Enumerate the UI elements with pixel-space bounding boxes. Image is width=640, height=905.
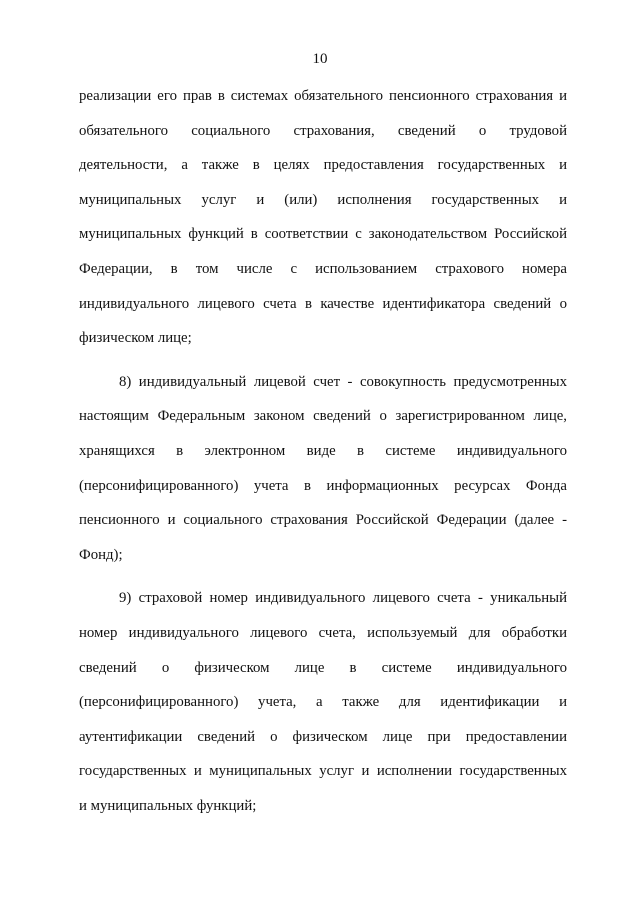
text-line: 8) индивидуальный лицевой счет - совокупность предусмотренных (119, 373, 567, 390)
paragraph-continuation (79, 86, 567, 363)
text-line: Фонд); (79, 546, 123, 563)
text-line: обязательного социального страхования, сведений о трудовой (79, 122, 567, 139)
text-line: настоящим Федеральным законом сведений о зарегистрированном лице, (79, 408, 567, 425)
page-number: 10 (312, 51, 328, 67)
text-line: муниципальных услуг и (или) исполнения государственных и (79, 191, 567, 208)
text-line: аутентификации сведений о физическом лице при предоставлении (79, 728, 567, 745)
text-line: муниципальных функций в соответствии с законодательством Российской (79, 226, 567, 243)
text-line: и муниципальных функций; (79, 797, 257, 814)
document-body (79, 86, 567, 830)
paragraph-item-8 (79, 372, 567, 580)
text-line: деятельности, а также в целях предоставления государственных и (79, 157, 567, 174)
text-line: государственных и муниципальных услуг и исполнении государственных (79, 763, 567, 780)
text-line: номер индивидуального лицевого счета, используемый для обработки (79, 624, 567, 641)
text-line: пенсионного и социального страхования Российской Федерации (далее - (79, 512, 567, 529)
text-line: 9) страховой номер индивидуального лицевого счета - уникальный (119, 590, 567, 607)
paragraph-item-9 (79, 588, 567, 830)
text-line: индивидуального лицевого счета в качестве идентификатора сведений о (79, 295, 567, 312)
text-line: реализации его прав в системах обязательного пенсионного страхования и (79, 88, 567, 104)
text-line: хранящихся в электронном виде в системе индивидуального (79, 442, 567, 459)
text-line: (персонифицированного) учета в информационных ресурсах Фонда (79, 477, 567, 494)
text-line: Федерации, в том числе с использованием страхового номера (79, 260, 567, 277)
text-line: сведений о физическом лице в системе индивидуального (79, 659, 567, 676)
text-line: (персонифицированного) учета, а также для идентификации и (79, 694, 567, 711)
text-line: физическом лице; (79, 330, 192, 347)
